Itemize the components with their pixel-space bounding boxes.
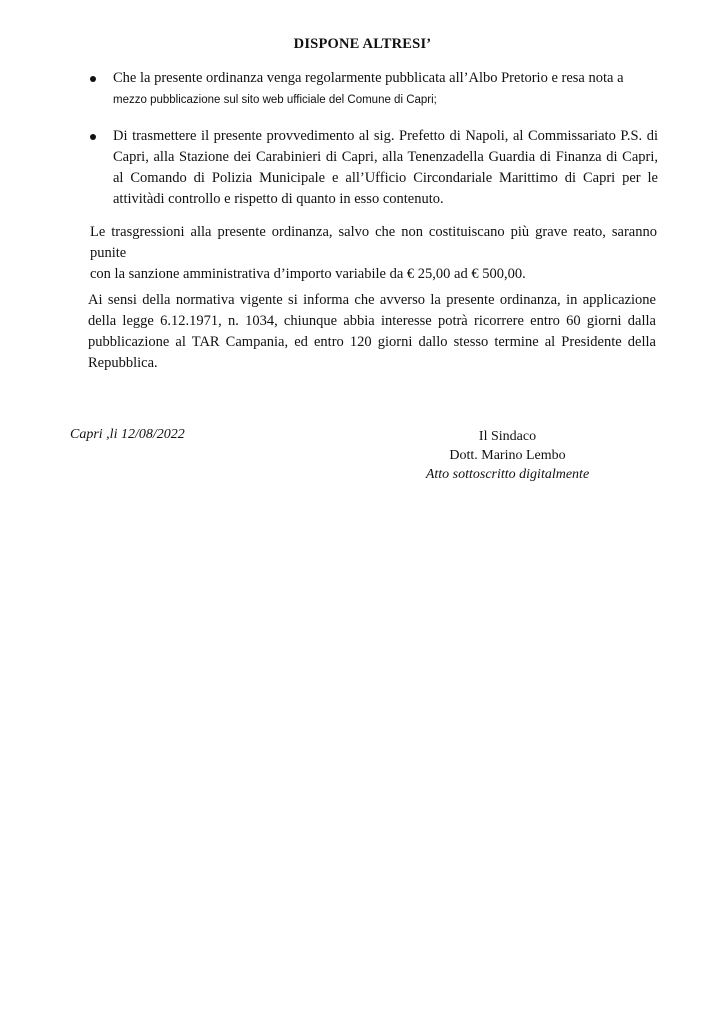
signature-role: Il Sindaco xyxy=(478,429,537,444)
bullet-icon xyxy=(90,76,96,82)
provision-item-publication xyxy=(88,68,658,111)
place-date: Capri ,li 12/08/2022 xyxy=(70,427,185,442)
signature-block xyxy=(420,427,595,484)
provision-text: Che la presente ordinanza venga regolarmente pubblicata all’Albo Pretorio e resa nota a xyxy=(113,70,624,86)
signature-name: Dott. Marino Lembo xyxy=(449,448,566,463)
provision-text-small: mezzo pubblicazione sul sito web ufficiale del Comune di Capri; xyxy=(113,94,437,106)
sanction-line-1: Le trasgressioni alla presente ordinanza, salvo che non costituiscano più grave reato, saranno xyxy=(90,224,657,240)
appeal-notice-paragraph: Ai sensi della normativa vigente si informa che avverso la presente ordinanza, in applicazione della legge 6.12.1971, n. 1034, chiunque abbia interesse potrà ricorrere entro 60 giorni dalla pubblicazione al TAR Campania, ed entro 120 giorni dallo stesso termine al Presidente della Repubblica. xyxy=(88,292,656,371)
provision-text: Di trasmettere il presente provvedimento al sig. Prefetto di Napoli, al Commissariato P.S. di Capri, alla Stazione dei Carabinieri di Capri, alla Tenenzadella Guardia di Finanza di Capri, al Comando di Polizia Municipale e all’Ufficio Circondariale Marittimo di Capri per le attivitàdi controllo e rispetto di quanto in esso contenuto. xyxy=(113,128,658,207)
section-heading: DISPONE ALTRESI’ xyxy=(293,36,432,52)
sanction-paragraph xyxy=(90,222,657,285)
sanction-line-2: punite xyxy=(90,245,127,261)
provision-item-transmission xyxy=(88,126,658,210)
sanction-line-3: con la sanzione amministrativa d’importo variabile da € 25,00 ad € 500,00. xyxy=(90,266,526,282)
signature-note: Atto sottoscritto digitalmente xyxy=(425,467,590,482)
bullet-icon xyxy=(90,134,96,140)
provisions-list xyxy=(88,68,658,210)
